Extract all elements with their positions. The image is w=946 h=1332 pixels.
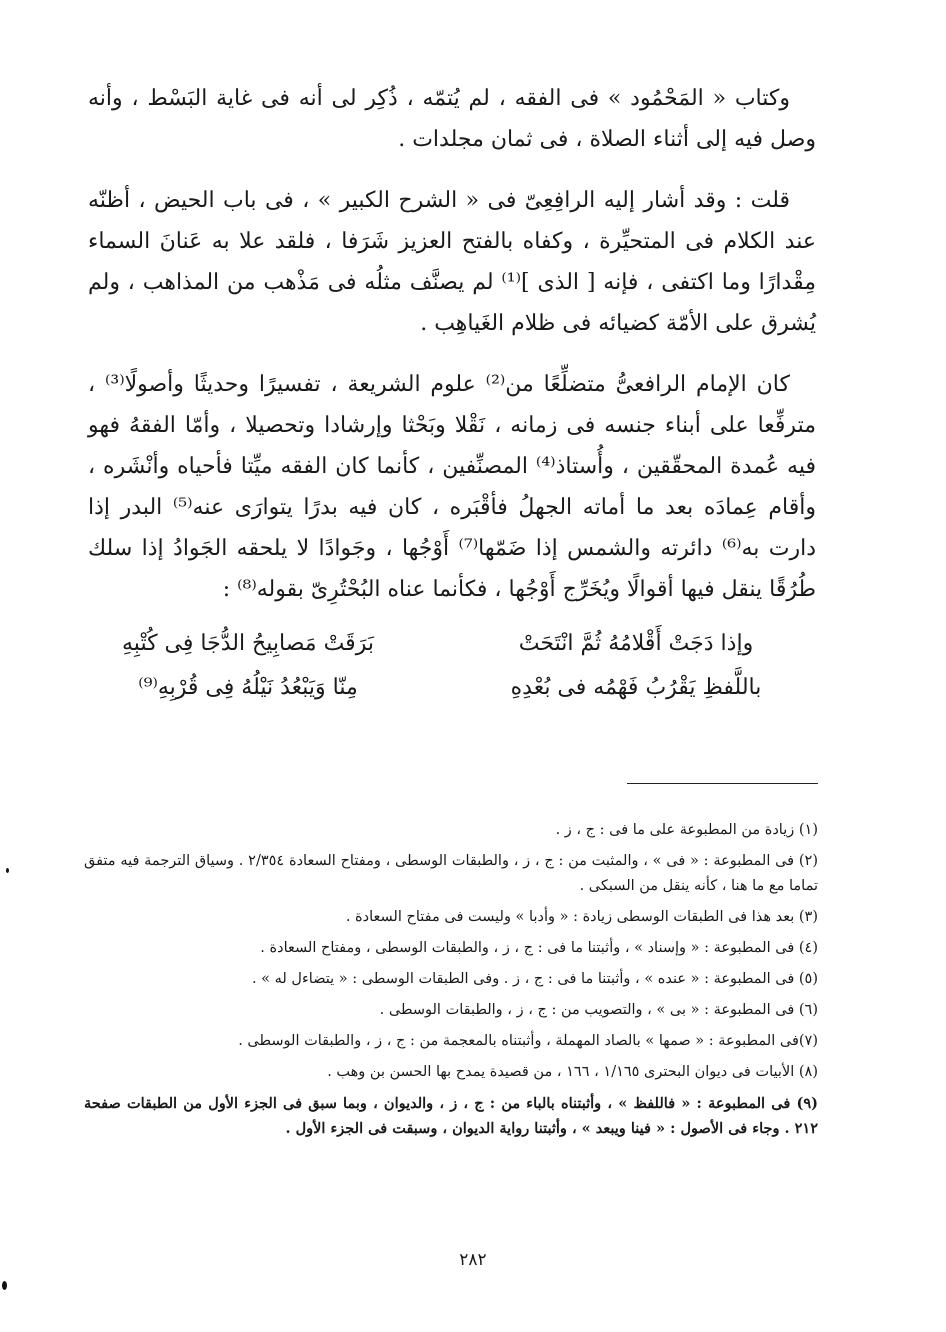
footnote: (٨) الأبيات فى ديوان البحترى ١/١٦٥ ، ١٦٦ ، من قصيدة يمدح بها الحسن بن وهب . xyxy=(327,1064,818,1080)
verse-second-hemistich: بَرَقَتْ مَصابِيحُ الدُّجَا فِى كُتْبِهِ xyxy=(122,631,374,656)
footnotes xyxy=(84,818,818,1147)
footnote: (٩) فى المطبوعة : « فاللفظ » ، وأثبتناه بالباء من : ج ، ز ، والديوان ، وبما سبق فى الجزء الأول من الطبقات صفحة ٢١٢ . وجاء فى الأصول : « فينا ويبعد » ، وأثبتنا رواية الديوان ، وسبقت فى الجزء الأول . xyxy=(84,1095,818,1137)
page-number: ٢٨٢ xyxy=(459,1250,487,1270)
footnote: (٥) فى المطبوعة : « عنده » ، وأثبتنا ما فى : ج ، ز . وفى الطبقات الوسطى : « يتضاءل له » . xyxy=(251,971,818,987)
footnote-separator xyxy=(627,783,818,784)
scan-speck xyxy=(2,1281,7,1290)
paragraph-rafii-biography: كان الإمام الرافعىُّ متضلِّعًا من⁽²⁾ علوم الشريعة ، تفسيرًا وحديثًا وأصولًا⁽³⁾ ، مترفِّعا على أبناء جنسه فى زمانه ، نَقْلا وبَحْثا وإرشادا وتحصيلا ، وأمّا الفقهُ فهو فيه عُمدة المحقّقين ، وأُستاذ⁽⁴⁾ المصنِّفين ، كأنما كان الفقه ميِّتا فأحياه وأنْشَره ، وأقام عِمادَه بعد ما أماته الجهلُ فأقْبَره ، كان فيه بدرًا يتوارَى عنه⁽⁵⁾ البدر إذا دارت به⁽⁶⁾ دائرته والشمس إذا ضَمّها⁽⁷⁾ أَوْجُها ، وجَوادًا لا يلحقه الجَوادُ إذا سلك طُرُقًا ينقل فيها أقوالًا ويُخَرِّج أَوْجُها ، فكأنما عناه البُحْتُرِىّ بقوله⁽⁸⁾ : xyxy=(88,372,816,602)
verse-first-hemistich: وإذا دَجَتْ أَقْلامُهُ ثُمَّ انْتَحَتْ xyxy=(518,631,754,656)
verse-line xyxy=(88,622,816,666)
footnote: (٣) بعد هذا فى الطبقات الوسطى زيادة : « وأدبا » وليست فى مفتاح السعادة . xyxy=(345,909,818,925)
paragraph-rafii-sharh: قلت : وقد أشار إليه الرافِعِىّ فى « الشرح الكبير » ، فى باب الحيض ، أظنّه عند الكلام فى المتحيِّرة ، وكفاه بالفتح العزيز شَرَفا ، فلقد علا به عَنانَ السماء مِقْدارًا وما اكتفى ، فإنه [ الذى ]⁽¹⁾ لم يصنَّف مثلُه فى مَذْهب من المذاهب ، ولم يُشرق على الأمّة كضيائه فى ظلام الغَياهِب . xyxy=(88,188,816,336)
scan-speck xyxy=(6,868,9,873)
poem-verses xyxy=(88,622,816,710)
verse-second-hemistich: مِنّا وَيَبْعُدُ نَيْلُهُ فِى قُرْبِهِ⁽⁹⁾ xyxy=(138,675,358,700)
footnote: (٤) فى المطبوعة : « وإسناد » ، وأثبتنا ما فى : ج ، ز ، والطبقات الوسطى ، ومفتاح السعادة . xyxy=(260,940,818,956)
verse-first-hemistich: باللَّفظِ يَقْرُبُ فَهْمُه فى بُعْدِهِ xyxy=(510,675,762,700)
footnote: (٧)فى المطبوعة : « صمها » بالصاد المهملة ، وأثبتناه بالمعجمة من : ج ، ز ، والطبقات الوسطى . xyxy=(238,1033,818,1049)
paragraph-mahmud-book: وكتاب « المَحْمُود » فى الفقه ، لم يُتمّه ، ذُكِر لى أنه فى غاية البَسْط ، وأنه وصل فيه إلى أثناء الصلاة ، فى ثمان مجلدات . xyxy=(88,86,816,152)
verse-line xyxy=(88,666,816,710)
footnote: (٢) فى المطبوعة : « فى » ، والمثبت من : ج ، ز ، والطبقات الوسطى ، ومفتاح السعادة ٢/٣٥٤ . وسياق الترجمة فيه متفق تماما مع ما هنا ، كأنه ينقل من السبكى . xyxy=(84,853,818,894)
footnote: (١) زيادة من المطبوعة على ما فى : ج ، ز . xyxy=(555,822,818,838)
footnote: (٦) فى المطبوعة : « بى » ، والتصويب من : ج ، ز ، والطبقات الوسطى . xyxy=(379,1002,818,1018)
main-text xyxy=(88,78,816,710)
